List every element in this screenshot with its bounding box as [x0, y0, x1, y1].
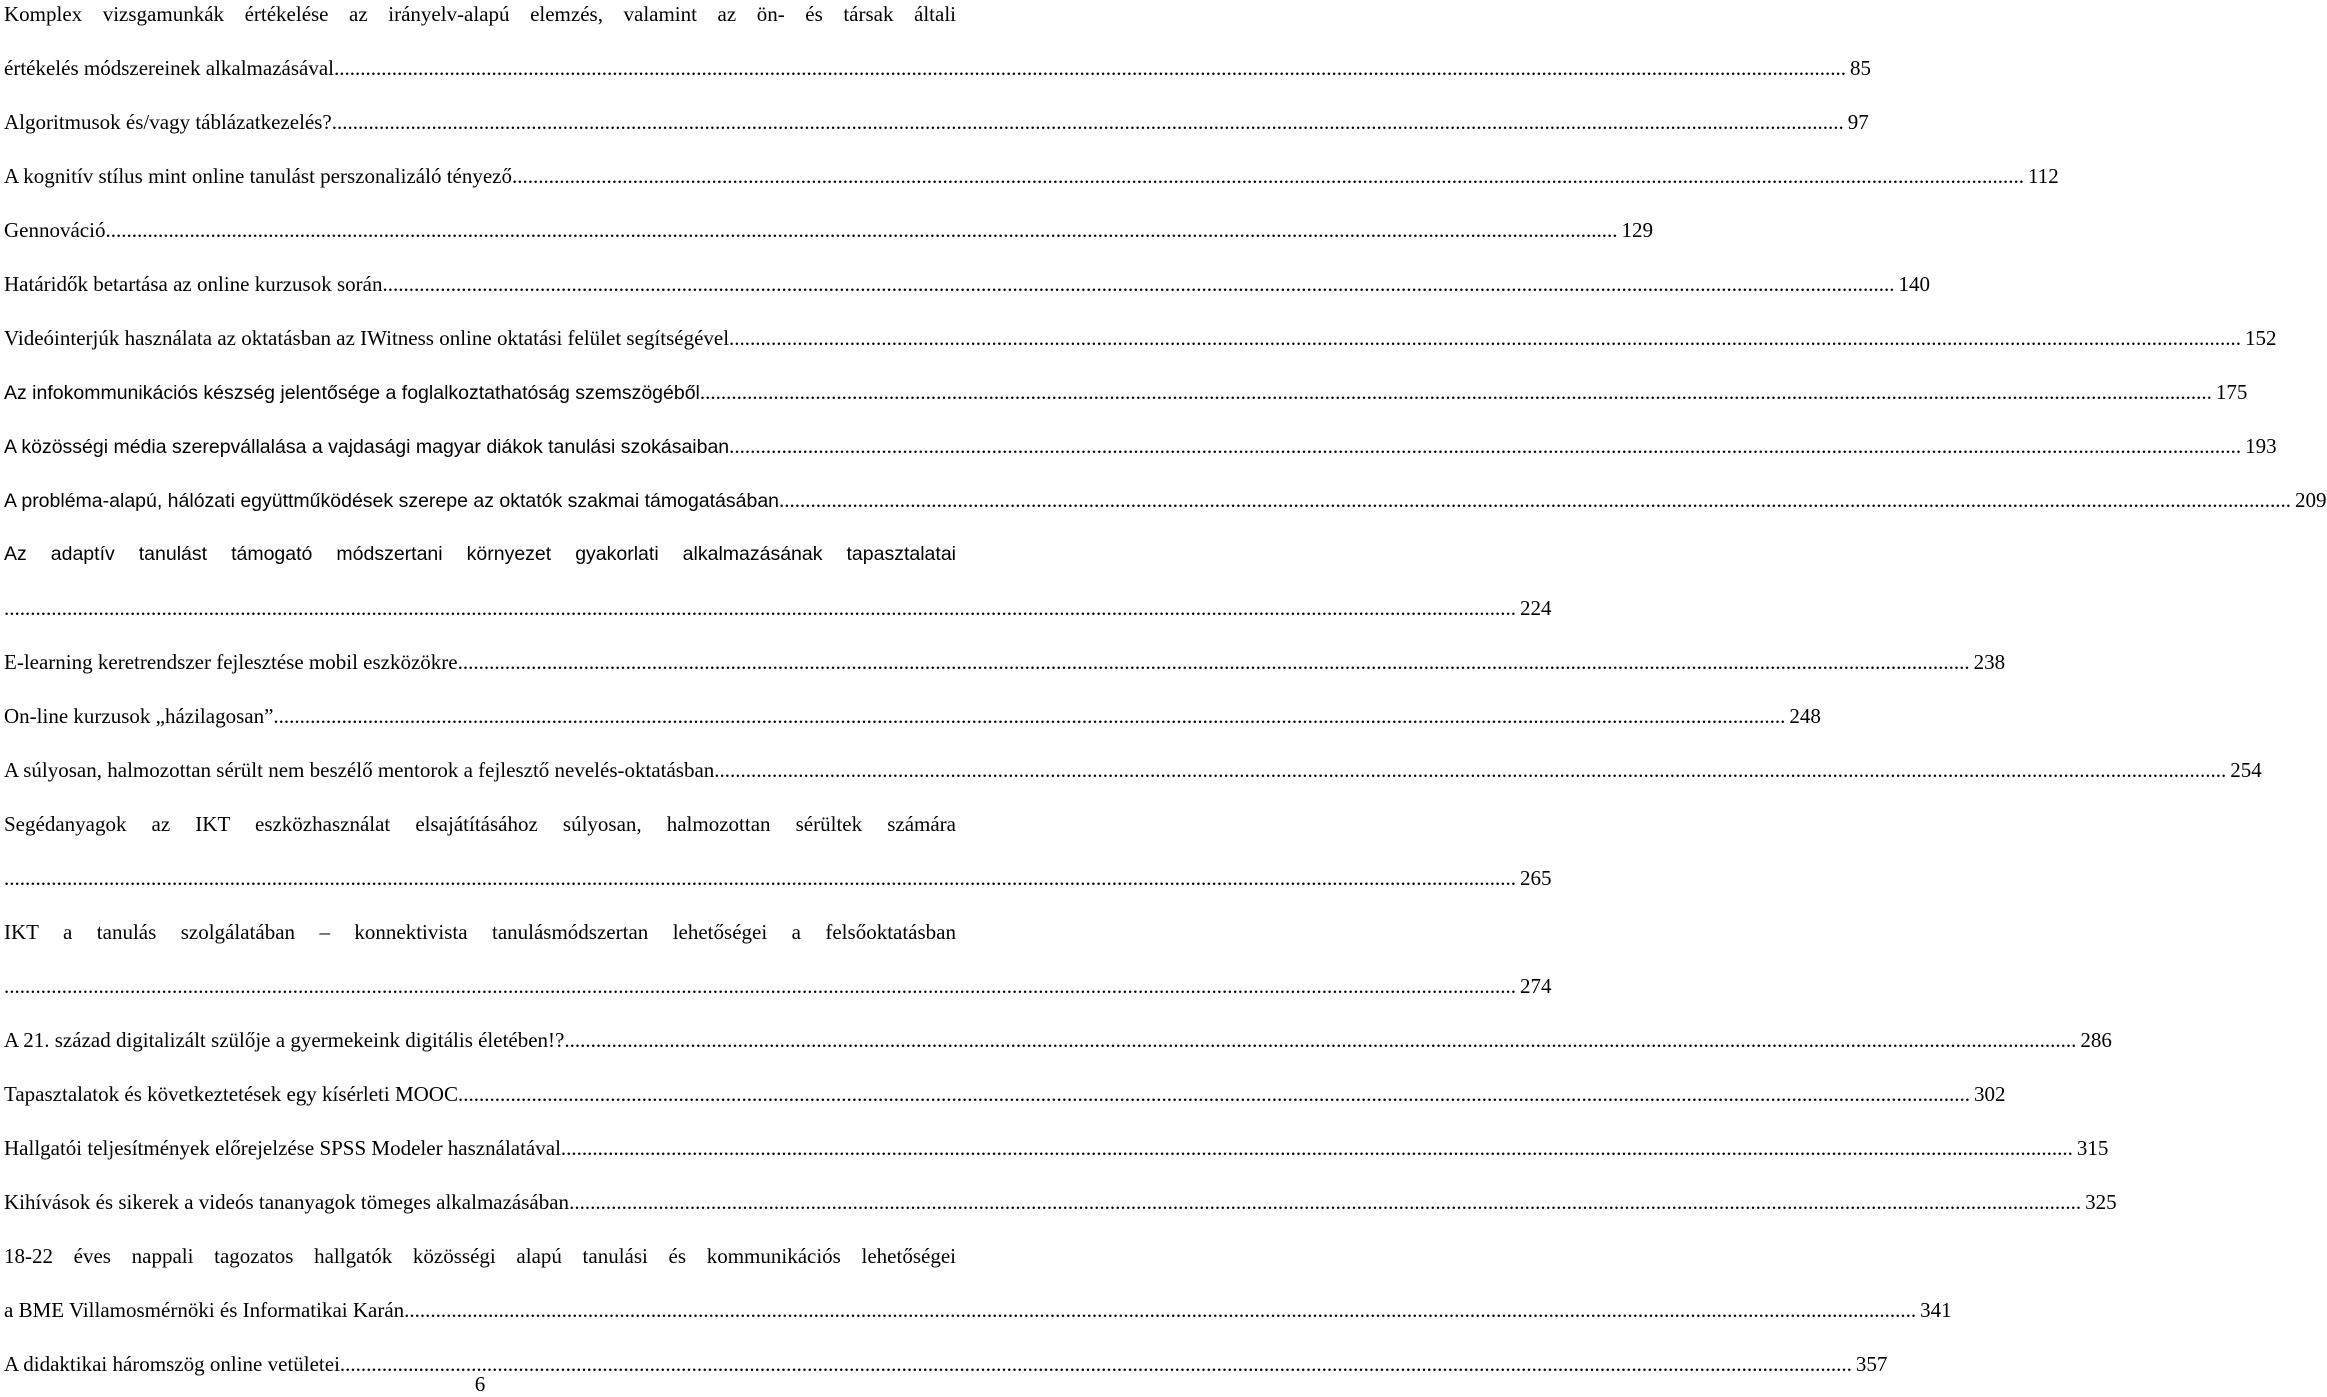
dot-leader: [714, 743, 2226, 797]
toc-entry[interactable]: [4, 473, 2327, 527]
dot-leader: [404, 1283, 1916, 1337]
toc-entry-title: Az infokommunikációs készség jelentősége a foglalkoztathatóság szemszögéből: [4, 382, 700, 404]
toc-entry[interactable]: [4, 257, 1930, 311]
toc-entry[interactable]: [4, 95, 1869, 149]
toc-entry-page: 175: [2215, 380, 2248, 404]
toc-entry-title: A súlyosan, halmozottan sérült nem beszélő mentorok a fejlesztő nevelés-oktatásban: [4, 758, 715, 782]
toc-entry-title: Videóinterjúk használata az oktatásban az IWitness online oktatási felület segítségével: [4, 326, 730, 350]
toc-entry-title: On-line kurzusok „házilagosan”: [4, 704, 274, 728]
toc-entry-page: 286: [2080, 1028, 2112, 1052]
dot-leader: [4, 851, 1516, 905]
toc-entry-title-line1: IKT a tanulás szolgálatában – konnektivista tanulásmódszertan lehetőségei a felsőoktatásban: [4, 920, 956, 944]
toc-entry-title: értékelés módszereinek alkalmazásával: [4, 56, 334, 80]
toc-entry-page: 315: [2076, 1136, 2109, 1160]
toc-entry[interactable]: [4, 203, 1653, 257]
toc-entry[interactable]: [4, 0, 1871, 95]
toc-entry-title: Algoritmusok és/vagy táblázatkezelés?: [4, 110, 332, 134]
toc-entry[interactable]: [4, 419, 2277, 473]
dot-leader: [4, 959, 1516, 1013]
dot-leader: [779, 473, 2291, 527]
toc-entry[interactable]: [4, 527, 1552, 635]
dot-leader: [729, 419, 2241, 473]
toc-entry-title-line1: Az adaptív tanulást támogató módszertani környezet gyakorlati alkalmazásának tapasztalatai: [4, 543, 956, 565]
toc-entry-page: 265: [1520, 866, 1552, 890]
dot-leader: [332, 95, 1844, 149]
toc-entry-title: Gennováció: [4, 218, 106, 242]
dot-leader: [700, 365, 2212, 419]
toc-entry-page: 209: [2295, 488, 2327, 512]
toc-entry-page: 129: [1621, 218, 1653, 242]
dot-leader: [458, 1067, 1970, 1121]
dot-leader: [334, 41, 1846, 95]
toc-entry-title: A 21. század digitalizált szülője a gyermekeink digitális életében!?: [4, 1028, 565, 1052]
toc-entry-title: A kognitív stílus mint online tanulást perszonalizáló tényező: [4, 164, 512, 188]
toc-entry-title: Határidők betartása az online kurzusok során: [4, 272, 383, 296]
toc-entry-page: 193: [2245, 434, 2277, 458]
table-of-contents: [4, 0, 2327, 1391]
toc-entry[interactable]: [4, 1175, 2117, 1229]
toc-entry-page: 85: [1850, 56, 1871, 80]
toc-entry-page: 238: [1973, 650, 2006, 674]
toc-entry-title-line1: 18-22 éves nappali tagozatos hallgatók közösségi alapú tanulási és kommunikációs lehetőségei: [4, 1244, 956, 1268]
toc-entry[interactable]: [4, 311, 2277, 365]
dot-leader: [4, 581, 1516, 635]
toc-entry-title: Hallgatói teljesítmények előrejelzése SPSS Modeler használatával: [4, 1136, 561, 1160]
toc-entry-title: Kihívások és sikerek a videós tananyagok tömeges alkalmazásában: [4, 1190, 570, 1214]
dot-leader: [273, 689, 1785, 743]
toc-entry[interactable]: [4, 149, 2059, 203]
toc-entry[interactable]: [4, 905, 1552, 1013]
toc-entry-page: 152: [2245, 326, 2277, 350]
toc-entry-page: 97: [1847, 110, 1869, 134]
toc-entry[interactable]: [4, 797, 1552, 905]
toc-entry-page: 357: [1855, 1352, 1888, 1376]
toc-entry-page: 224: [1520, 596, 1552, 620]
toc-entry[interactable]: [4, 1121, 2109, 1175]
dot-leader: [458, 635, 1970, 689]
dot-leader: [512, 149, 2024, 203]
toc-entry-page: 341: [1920, 1298, 1952, 1322]
toc-entry[interactable]: [4, 1067, 2006, 1121]
toc-entry-page: 140: [1898, 272, 1930, 296]
toc-entry-title-line1: Segédanyagok az IKT eszközhasználat elsajátításához súlyosan, halmozottan sérültek számára: [4, 812, 956, 836]
toc-entry-page: 248: [1789, 704, 1821, 728]
toc-entry[interactable]: [4, 635, 2006, 689]
toc-entry-page: 302: [1973, 1082, 2006, 1106]
toc-entry-page: 112: [2028, 164, 2059, 188]
toc-entry[interactable]: [4, 1229, 1952, 1337]
toc-entry-title: E-learning keretrendszer fejlesztése mobil eszközökre: [4, 650, 458, 674]
page-number: 6: [474, 1372, 486, 1396]
dot-leader: [569, 1175, 2081, 1229]
toc-entry-page: 325: [2085, 1190, 2117, 1214]
toc-entry-page: 254: [2230, 758, 2262, 782]
toc-entry[interactable]: [4, 743, 2262, 797]
toc-entry-title: A probléma-alapú, hálózati együttműködések szerepe az oktatók szakmai támogatásában: [4, 490, 780, 512]
toc-entry-title-line1: Komplex vizsgamunkák értékelése az irányelv-alapú elemzés, valamint az ön- és társak általi: [4, 2, 956, 26]
dot-leader: [564, 1013, 2076, 1067]
dot-leader: [729, 311, 2241, 365]
toc-entry-title: Tapasztalatok és következtetések egy kísérleti MOOC: [4, 1082, 458, 1106]
toc-entry-title: a BME Villamosmérnöki és Informatikai Karán: [4, 1298, 405, 1322]
dot-leader: [105, 203, 1617, 257]
toc-entry-page: 274: [1520, 974, 1552, 998]
toc-entry-title: A didaktikai háromszög online vetületei: [4, 1352, 340, 1376]
toc-entry[interactable]: [4, 689, 1821, 743]
dot-leader: [382, 257, 1894, 311]
toc-entry-title: A közösségi média szerepvállalása a vajdasági magyar diákok tanulási szokásaiban: [4, 436, 730, 458]
dot-leader: [561, 1121, 2073, 1175]
toc-entry[interactable]: [4, 1013, 2112, 1067]
toc-entry[interactable]: [4, 365, 2248, 419]
